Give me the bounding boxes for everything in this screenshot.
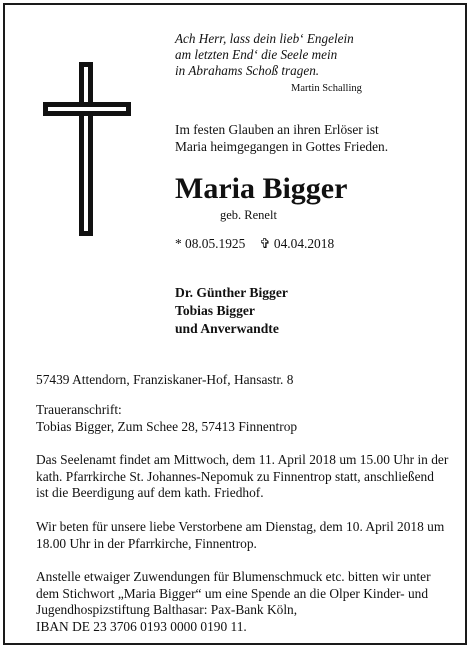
- donation-request: [36, 569, 456, 635]
- epigraph-quote: [175, 31, 435, 80]
- quote-author: Martin Schalling: [291, 83, 362, 94]
- birth-name: geb. Renelt: [220, 208, 277, 222]
- requiem-mass-info: [36, 452, 456, 502]
- mourner-name: und Anverwandte: [175, 321, 279, 336]
- donation-line: IBAN DE 23 3706 0193 0000 0190 11.: [36, 618, 247, 634]
- life-dates: [175, 236, 334, 252]
- mourners-list: [175, 284, 288, 338]
- intro-text: [175, 121, 455, 155]
- quote-line: am letzten End‘ die Seele mein: [175, 47, 338, 63]
- donation-line: dem Stichwort „Maria Bigger“ um eine Spende an die Olper Kinder- und: [36, 585, 429, 601]
- obituary-notice: [3, 3, 467, 645]
- donation-line: Jugendhospizstiftung Balthasar: Pax-Bank Köln,: [36, 602, 298, 618]
- family-address: [36, 372, 456, 389]
- mourner-name: Tobias Bigger: [175, 303, 255, 318]
- address-line: 57439 Attendorn, Franziskaner-Hof, Hansastr. 8: [36, 372, 294, 387]
- mass-line: ist die Beerdigung auf dem kath. Friedhof.: [36, 485, 264, 501]
- birth-date: * 08.05.1925: [175, 236, 246, 251]
- intro-line: Im festen Glauben an ihren Erlöser ist: [175, 122, 379, 137]
- visit-line: 18.00 Uhr in der Pfarrkirche, Finnentrop.: [36, 535, 257, 551]
- mailing-label: Traueranschrift:: [36, 402, 122, 417]
- mass-line: kath. Pfarrkirche St. Johannes-Nepomuk zu Finnentrop statt, anschließend: [36, 468, 434, 484]
- quote-line: Ach Herr, lass dein lieb‘ Engelein: [175, 31, 354, 46]
- quote-line: in Abrahams Schoß tragen.: [175, 63, 320, 79]
- prayer-service-info: [36, 519, 456, 552]
- mailing-value: Tobias Bigger, Zum Schee 28, 57413 Finnentrop: [36, 418, 298, 434]
- latin-cross-icon: [43, 62, 131, 236]
- intro-line: Maria heimgegangen in Gottes Frieden.: [175, 139, 389, 154]
- mailing-address: [36, 402, 456, 435]
- mourner-name: Dr. Günther Bigger: [175, 285, 288, 300]
- deceased-name: Maria Bigger: [175, 172, 348, 205]
- donation-line: Anstelle etwaiger Zuwendungen für Blumenschmuck etc. bitten wir unter: [36, 569, 431, 584]
- visit-line: Wir beten für unsere liebe Verstorbene am Dienstag, dem 10. April 2018 um: [36, 519, 445, 534]
- death-date: ✞ 04.04.2018: [259, 236, 335, 251]
- mass-line: Das Seelenamt findet am Mittwoch, dem 11. April 2018 um 15.00 Uhr in der: [36, 452, 449, 467]
